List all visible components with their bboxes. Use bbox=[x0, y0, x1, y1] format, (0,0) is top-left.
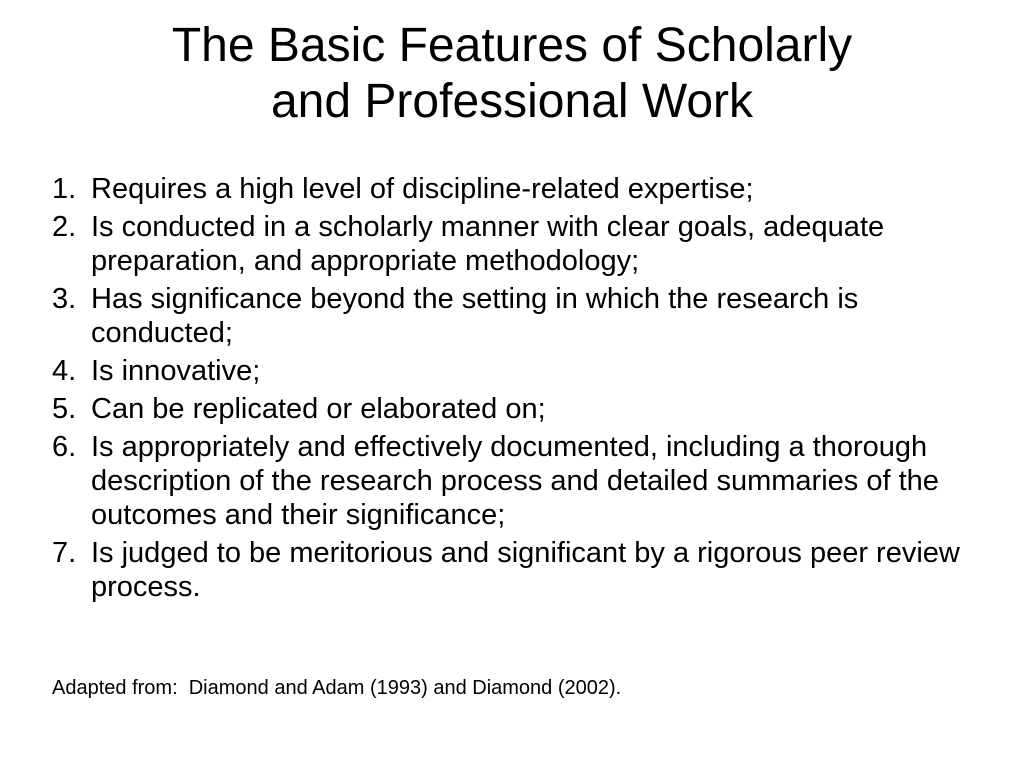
list-item bbox=[52, 172, 992, 206]
list-item-text: Requires a high level of discipline-related expertise; bbox=[91, 173, 754, 205]
list-item-number: 1. bbox=[52, 173, 77, 205]
list-item-number: 5. bbox=[52, 393, 77, 425]
list-item-text: Is innovative; bbox=[91, 355, 261, 387]
feature-list bbox=[52, 172, 992, 608]
list-item-text: Is appropriately and effectively documented, including a thorough description of the research process and detailed summaries of the outcomes and their significance; bbox=[91, 431, 939, 531]
list-item-number: 2. bbox=[52, 211, 77, 243]
list-item-number: 6. bbox=[52, 431, 77, 463]
list-item bbox=[52, 536, 992, 604]
slide-title-line-2: and Professional Work bbox=[270, 75, 753, 128]
list-item-text: Is judged to be meritorious and significant by a rigorous peer review process. bbox=[91, 537, 960, 603]
list-item-number: 4. bbox=[52, 355, 77, 387]
list-item-number: 7. bbox=[52, 537, 77, 569]
list-item-text: Is conducted in a scholarly manner with clear goals, adequate preparation, and appropriate methodology; bbox=[91, 211, 885, 277]
list-item bbox=[52, 430, 992, 532]
slide-title bbox=[60, 18, 964, 130]
slide-title-line-1: The Basic Features of Scholarly bbox=[171, 19, 853, 72]
list-item bbox=[52, 282, 992, 350]
list-item bbox=[52, 354, 992, 388]
list-item-number: 3. bbox=[52, 283, 77, 315]
list-item bbox=[52, 210, 992, 278]
source-note: Adapted from: Diamond and Adam (1993) and Diamond (2002). bbox=[52, 677, 622, 699]
list-item-text: Can be replicated or elaborated on; bbox=[91, 393, 546, 425]
list-item-text: Has significance beyond the setting in which the research is conducted; bbox=[91, 283, 859, 349]
list-item bbox=[52, 392, 992, 426]
